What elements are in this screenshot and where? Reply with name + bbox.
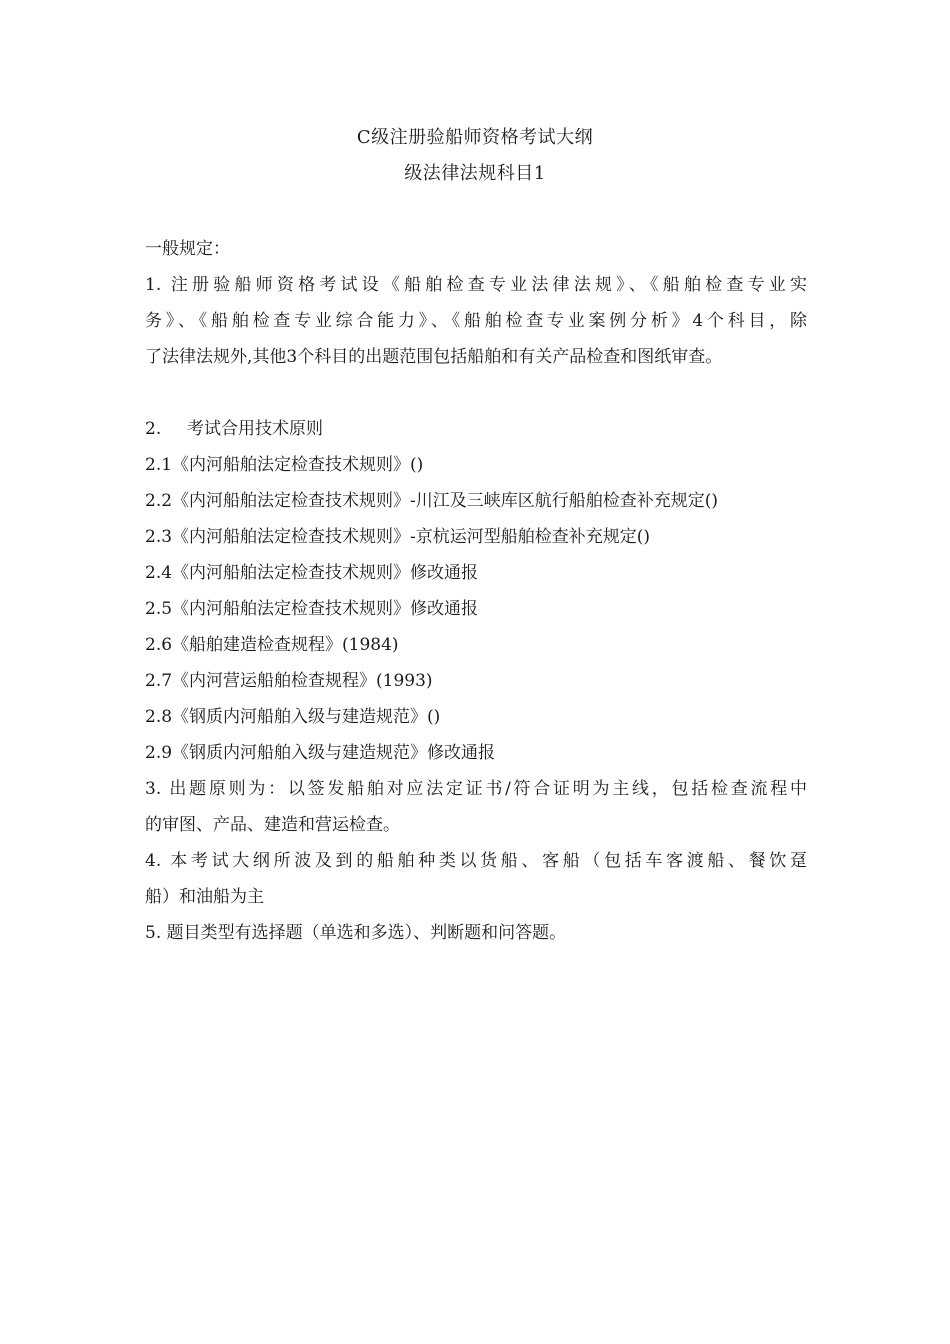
item-5-line-1: 5. 题目类型有选择题（单选和多选）、判断题和问答题。 — [145, 923, 567, 943]
item-1-line-3: 了法律法规外,其他3个科目的出题范围包括船舶和有关产品检查和图纸审查。 — [145, 347, 723, 367]
item-3-line-2: 的审图、产品、建造和营运检查。 — [145, 815, 400, 835]
document-title: C级注册验船师资格考试大纲 — [356, 127, 594, 148]
subitem-2-4: 2.4《内河船舶法定检查技术规则》修改通报 — [145, 563, 479, 583]
subitem-2-1: 2.1《内河船舶法定检查技术规则》() — [145, 455, 424, 475]
subitem-2-3: 2.3《内河船舶法定检查技术规则》-京杭运河型船舶检查补充规定() — [145, 527, 651, 547]
subitem-2-7: 2.7《内河营运船舶检查规程》(1993) — [145, 671, 433, 691]
item-2-number: 2. — [145, 419, 162, 439]
subitem-2-8: 2.8《钢质内河船舶入级与建造规范》() — [145, 707, 441, 727]
item-2-heading-text: 考试合用技术原则 — [187, 419, 323, 439]
subitem-2-2: 2.2《内河船舶法定检查技术规则》-川江及三峡库区航行船舶检查补充规定() — [145, 491, 719, 511]
document-body — [145, 231, 807, 951]
item-4-line-1: 4. 本考试大纲所波及到的船舶种类以货船、客船（包括车客渡船、餐饮趸 — [145, 851, 807, 871]
general-provisions-heading: 一般规定： — [145, 239, 230, 259]
document-subtitle: 级法律法规科目1 — [404, 163, 546, 184]
subitem-2-6: 2.6《船舶建造检查规程》(1984) — [145, 635, 399, 655]
item-1-line-2: 务》、《船舶检查专业综合能力》、《船舶检查专业案例分析》4个科目，除 — [145, 311, 807, 331]
item-4-line-2: 船）和油船为主 — [145, 887, 264, 907]
item-3-line-1: 3. 出题原则为：以签发船舶对应法定证书/符合证明为主线，包括检查流程中 — [145, 779, 807, 799]
subitem-2-9: 2.9《钢质内河船舶入级与建造规范》修改通报 — [145, 743, 496, 763]
item-1-line-1: 1. 注册验船师资格考试设《船舶检查专业法律法规》、《船舶检查专业实 — [145, 275, 807, 295]
item-2-heading — [145, 411, 807, 447]
paragraph-gap — [145, 375, 807, 411]
subitem-2-5: 2.5《内河船舶法定检查技术规则》修改通报 — [145, 599, 479, 619]
